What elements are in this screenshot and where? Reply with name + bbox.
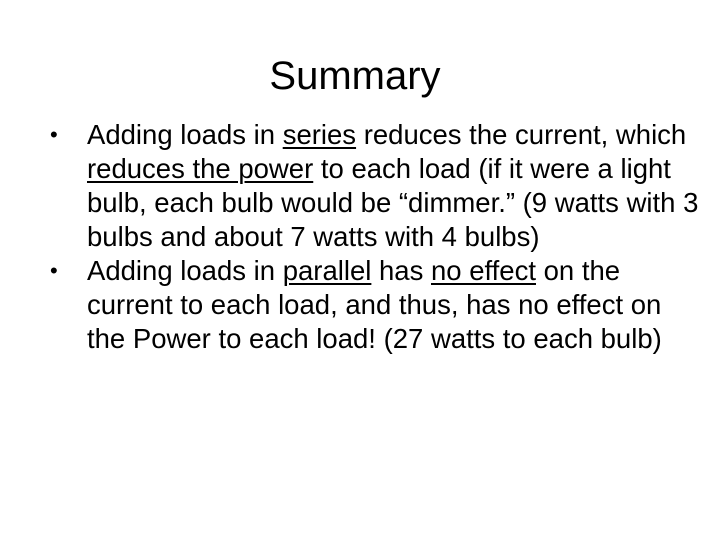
bullet-item-series (46, 118, 701, 254)
underlined-term-no-effect: no effect (431, 255, 536, 286)
underlined-term-reduces-power: reduces the power (87, 153, 314, 184)
slide-title: Summary (269, 54, 441, 98)
bullet-text-part: reduces the current, which (356, 119, 687, 150)
bullet-mark: • (50, 122, 58, 147)
bullet-list (46, 118, 701, 356)
bullet-item-parallel (46, 254, 701, 356)
bullet-text-part: to each load (if it were a light bulb, each bulb would be “dimmer.” (9 watts with 3 bulbs and about 7 watts with 4 bulbs) (87, 153, 699, 252)
underlined-term-series: series (282, 119, 357, 150)
bullet-text-part: on the current to each load, and thus, has no effect on the Power to each load! (27 watts to each bulb) (87, 255, 662, 354)
bullet-text-part: has (371, 255, 431, 286)
bullet-mark: • (50, 258, 58, 283)
bullet-text-part: Adding loads in (87, 119, 283, 150)
underlined-term-parallel: parallel (282, 255, 372, 286)
bullet-text-part: Adding loads in (87, 255, 283, 286)
